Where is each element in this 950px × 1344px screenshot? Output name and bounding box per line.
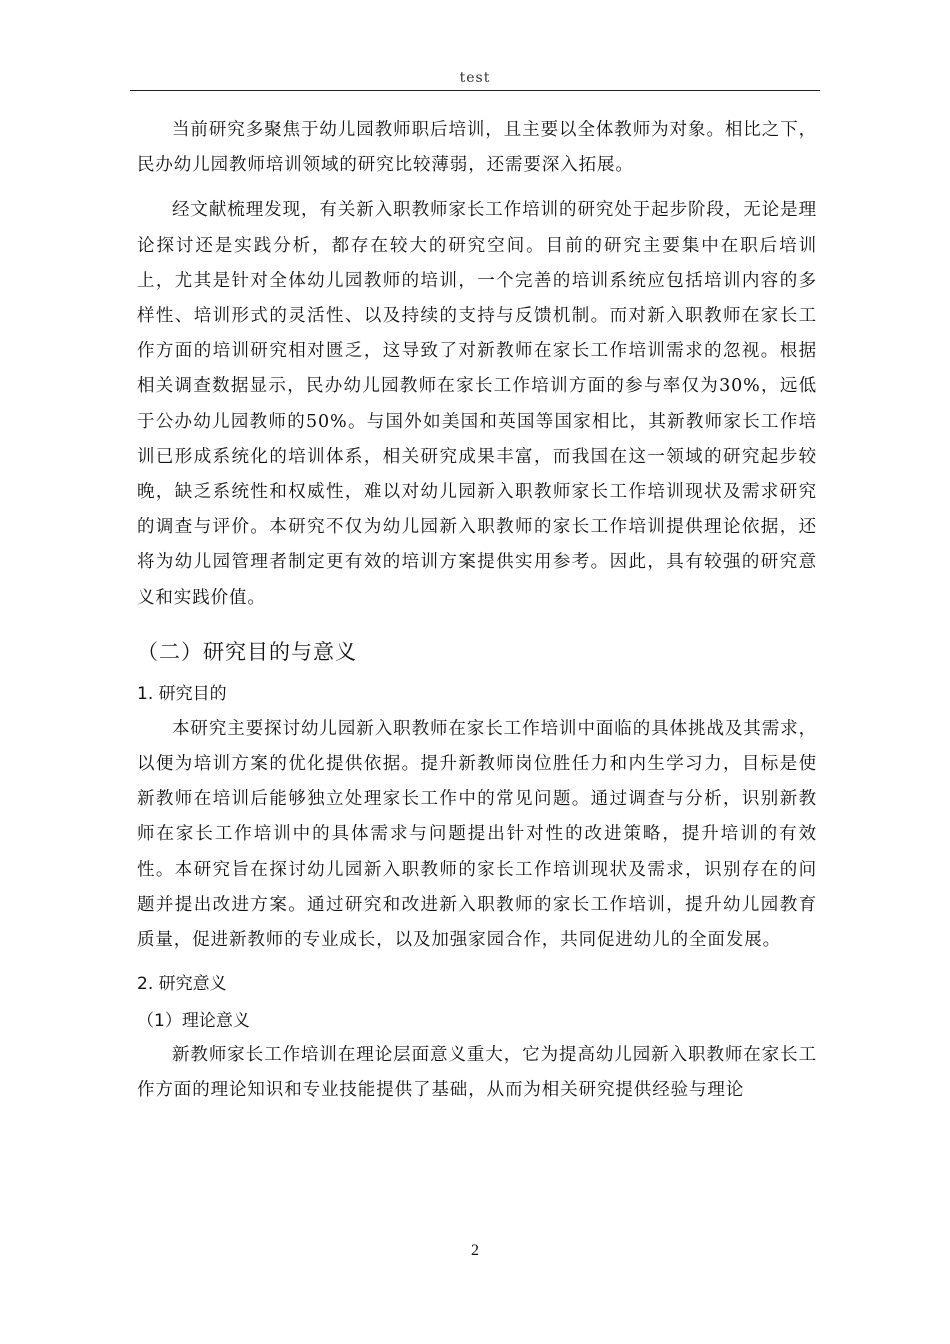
page-number: 2 [471,1242,479,1259]
page-body [137,113,817,1109]
subheading-significance: 2. 研究意义 [137,974,227,995]
paragraph-research-gap: 当前研究多聚焦于幼儿园教师职后培训，且主要以全体教师为对象。相比之下，民办幼儿园教师培训领域的研究比较薄弱，还需要深入拓展。 [137,120,817,176]
section-heading: （二）研究目的与意义 [137,639,357,664]
paragraph-literature-review: 经文献梳理发现，有关新入职教师家长工作培训的研究处于起步阶段，无论是理论探讨还是实践分析，都存在较大的研究空间。目前的研究主要集中在职后培训上，尤其是针对全体幼儿园教师的培训，一个完善的培训系统应包括培训内容的多样性、培训形式的灵活性、以及持续的支持与反馈机制。而对新入职教师在家长工作方面的培训研究相对匮乏，这导致了对新教师在家长工作培训需求的忽视。根据相关调查数据显示，民办幼儿园教师在家长工作培训方面的参与率仅为30%，远低于公办幼儿园教师的50%。与国外如美国和英国等国家相比，其新教师家长工作培训已形成系统化的培训体系，相关研究成果丰富，而我国在这一领域的研究起步较晚，缺乏系统性和权威性，难以对幼儿园新入职教师家长工作培训现状及需求研究的调查与评价。本研究不仅为幼儿园新入职教师的家长工作培训提供理论依据，还将为幼儿园管理者制定更有效的培训方案提供实用参考。因此，具有较强的研究意义和实践价值。 [137,200,817,608]
header-rule [130,90,820,91]
paragraph-theory: 新教师家长工作培训在理论层面意义重大，它为提高幼儿园新入职教师在家长工作方面的理论知识和专业技能提供了基础，从而为相关研究提供经验与理论 [137,1045,817,1101]
page-header: test [459,70,491,86]
subheading-purpose: 1. 研究目的 [137,683,227,704]
subheading-theory: （1）理论意义 [137,1011,250,1032]
paragraph-purpose: 本研究主要探讨幼儿园新入职教师在家长工作培训中面临的具体挑战及其需求，以便为培训方案的优化提供依据。提升新教师岗位胜任力和内生学习力，目标是使新教师在培训后能够独立处理家长工作中的常见问题。通过调查与分析，识别新教师在家长工作培训中的具体需求与问题提出针对性的改进策略，提升培训的有效性。本研究旨在探讨幼儿园新入职教师的家长工作培训现状及需求，识别存在的问题并提出改进方案。通过研究和改进新入职教师的家长工作培训，提升幼儿园教育质量，促进新教师的专业成长，以及加强家园合作，共同促进幼儿的全面发展。 [137,718,817,951]
